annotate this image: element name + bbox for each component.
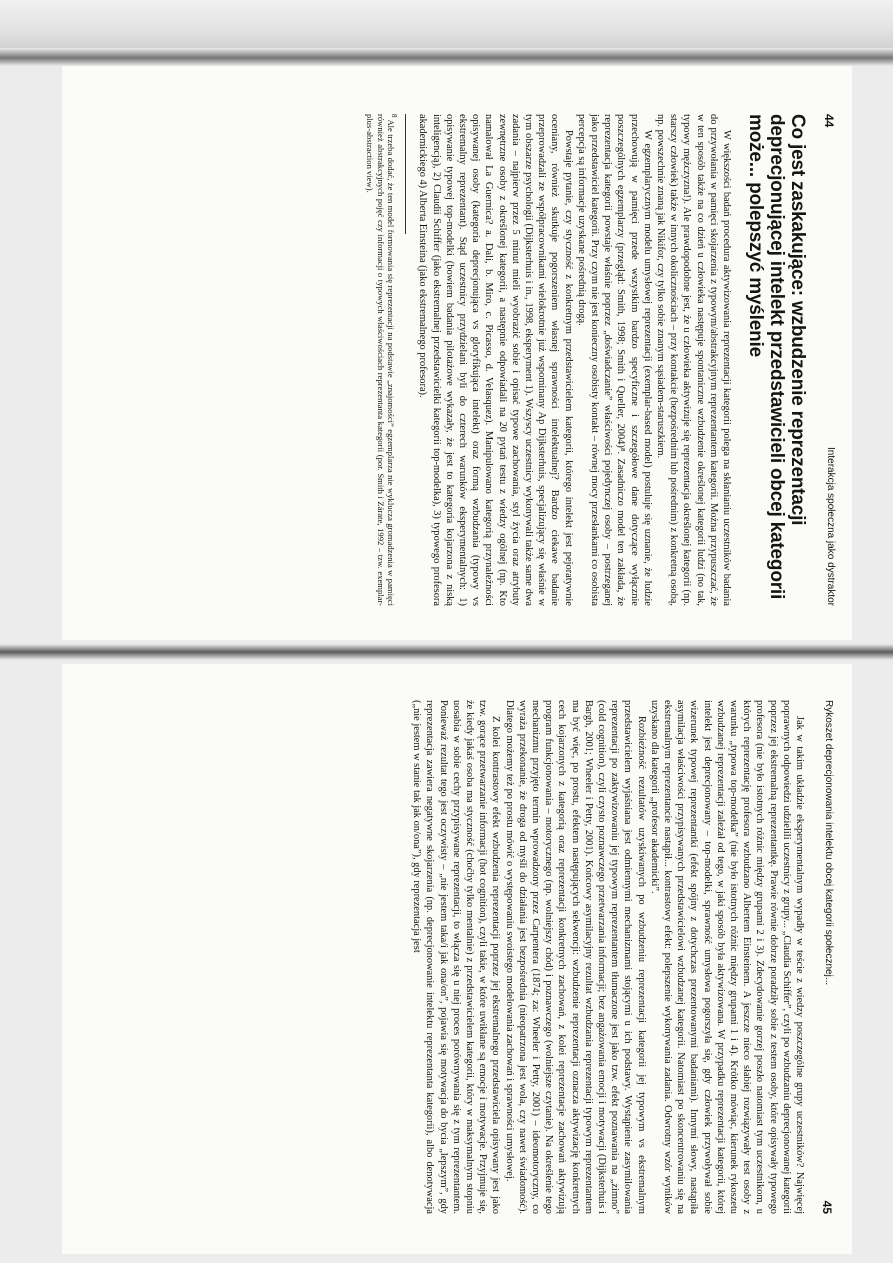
running-header [822, 114, 836, 606]
page-number: 45 [820, 1200, 834, 1214]
paragraph: Powstaje pytanie, czy styczność z konkretnym przedstawicielem kategorii, którego intelekt jest pejoratywnie oceniany, również skutkuje pogorszeniem własnej sprawności intelektualnej? Bardzo ciekawe badanie przeprowadzali ze współpracownikami wielokrotnie już wspominany Ap Dijksterhuis, specjalizujący się właśnie w tym obszarze psychologii (Dijksterhuis i in., 1998, eksperyment 1). Wszyscy uczestnicy wykonywali także same dwa zadania – najpierw przez 5 minut mieli wyobrazić sobie i opisać typowe zachowania, styl życia oraz atrybuty zewnętrzne osoby z określonej kategorii, a następnie odpowiadali na 20 pytań testu z wiedzy ogólnej (np. Kto namalował La Guernica? a. Dali, b. Miro, c. Picasso, d. Velasquez). Manipulowano kategorią przynależności opisywanej osoby (kategoria deprecjonująca vs gloryfikująca intelekt) oraz formą wzbudzania (typowy vs ekstremalny reprezentant). Stąd uczestnicy przydzielani byli do czterech warunków eksperymentalnych: 1) opisywanie typowej top-modelki (bowiem badania pilotażowe wykazały, że jest to kategoria kojarzona z niską inteligencją), 2) Claudii Schiffer (jako ekstremalnej przedstawicielki kategorii top-modelka), 3) typowego profesora akademickiego 4) Alberta Einsteina (jako ekstremalnego profesora). [417, 114, 574, 606]
paragraph: Jak w takim układzie eksperymentalnym wypadły w teście z wiedzy poszczególne grupy uczestników? Najwięcej poprawnych odpowiedzi udzielili uczestnicy z grupy... „Claudia Schiffer”, czyli po wzbudzaniu deprecjonowanej kategorii poprzez jej ekstremalną reprezentantkę. Prawie równie dobrze poradziły sobie z testem osoby, które opisywały typowego profesora (nie było istotnych różnic między grupami 2 i 3). Zdecydowanie gorzej poszło natomiast tym uczestnikom, u których reprezentację profesora wzbudzano Albertem Einsteinem. A jeszcze nieco słabiej rozwiązywały test osoby z warunku „typowa top-modelka” (nie było istotnych różnic między grupami 1 i 4). Krótko mówiąc, kierunek rykoszetu wzbudzanej reprezentacji zależał od tego, w jaki sposób była aktywizowana. W przypadku reprezentacji kategorii, której intelekt jest deprecjonowany – top-modelki, sprawność umysłowa pogorszyła się, gdy człowiek przywoływał sobie wizerunek typowej reprezentantki (efekt spójny z dotychczas prezentowanymi badaniami). Innymi słowy, nastąpiła asymilacja właściwości przypisywanych przedstawicielowi wzbudzanej kategorii. Natomiast po skoncentrowaniu się na ekstremalnym reprezentancie nastąpił... kontrastowy efekt: polepszenie wykonywania zadania. Odwrotny wzór wyników uzyskano dla kategorii „profesor akademicki”. [648, 700, 805, 1214]
body-text [416, 114, 733, 606]
paragraph: Z kolei kontrastowy efekt wzbudzenia reprezentacji poprzez jej ekstremalnego przedstawiciela opisywany jest jako tzw. gorące przetwarzanie informacji (hot cognition), czyli takie, w które uwikłane są emocje i motywacje. Przyjmuje się, że kiedy jakaś osoba ma styczność (choćby tylko mentalnie) z przedstawicielem kategorii, który w maksymalnym stopniu uosabia w sobie cechy przypisywane reprezentacji, to włącza się u niej proces porównywania się z tym reprezentantem. Ponieważ rezultat tego jest oczywisty – „nie jestem taka/i jak ona/on”, pojawia się motywacja do bycia „lepszym”, gdy reprezentacja zawiera negatywne skojarzenia (np. deprecjonowanie intelektu reprezentanta kategorii), albo denotywacja („nie jestem w stanie tak jak on/ona”), gdy reprezentacja jest [411, 700, 502, 1214]
paragraph: W większości badań procedura aktywizowania reprezentacji kategorii polega na skłanianiu uczestników badania do przywołania w pamięci skojarzenia z typowym/abstrakcyjnym reprezentantem kategorii. Można przypuszczać, że w ten sposób także na co dzień u człowieka następuje spontaniczne wzbudzenie określonej kategorii ludzi (no tak, typowy mężczyzna!). Ale prawdopodobne jest, że u człowieka aktywizuje się reprezentacja określonej kategorii (np. starszy człowiek) także w innych okolicznościach – przy kontakcie (bezpośrednim lub pośrednim) z konkretną osobą, np. powszechnie znaną jak Nikifor, czy tylko sobie znanym sąsiadem-staruszkiem. [654, 114, 732, 606]
running-head-title: Rykoszet deprecjonowania intelektu obcej kategorii społecznej... [823, 700, 834, 986]
footnote-rule [405, 114, 406, 234]
running-header [820, 700, 834, 1214]
scan-binding-shadow [0, 48, 893, 66]
body-text [410, 700, 806, 1214]
paragraph: W egzemplarycznym modelu umysłowej reprezentacji (exemplar-based model) postuluje się uznanie, że ludzie przechowują w pamięci przede wszystkim bardzo specyficzne i szczegółowe dane dotyczące wyłącznie poszczególnych egzemplarzy (przegląd: Smith, 1998; Smith i Queller, 2004)⁸. Zasadniczo model ten zakłada, że reprezentacja kategorii powstaje właśnie poprzez „doświadczanie” właściwości pojedynczej osoby – postrzeganej jako przedstawiciel kategorii. Przy czym nie jest konieczny osobisty kontakt – równej mocy przesłankami co osobista percepcja są informacje uzyskane pośrednią drogą. [575, 114, 653, 606]
footnote-marker: 8 [390, 114, 399, 118]
page-44 [62, 66, 852, 640]
running-head-title: Interakcja społeczna jako dystraktor [825, 447, 836, 606]
section-title: Co jest zaskakujące: wzbudzenie reprezentacji deprecjonującej intelekt przedstawicieli obcej kategorii może... polepszyć myślenie [745, 114, 808, 600]
scan-shadow-top [0, 0, 893, 48]
scan-gutter-shadow [0, 644, 893, 660]
page-number: 44 [822, 114, 836, 128]
page-45 [62, 664, 852, 1254]
paragraph: Rozbieżność rezultatów uzyskiwanych po wzbudzeniu reprezentacji kategorii jej typowym vs ekstremalnym przedstawicielem wyjaśniana jest odmiennymi mechanizmami stojącymi u ich podstawy. Wystąpienie zasymilowania reprezentacji po zaktywizowaniu jej typowym reprezentantem tłumaczone jest jako tzw. efekt poznawania na „zimno” (cold cognition), czyli czysto poznawczego przetwarzania informacji; bez angażowania emocji i motywacji (Dijksterhuis i Bargh, 2001; Wheeler i Petty, 2001). Końcowy asymilacyjny rezultat wzbudzania reprezentacji typowym reprezentantem ma być więc, po prostu, efektem następujących sekwencji: wzbudzenie reprezentacji oznacza aktywizację konkretnych cech kojarzonych z kategorią oraz reprezentacji konkretnych zachowań, z kolei reprezentacje zachowań aktywizują program funkcjonowania – motorycznego (np. wolniejszy chód) i poznawczego (wolniejsze czytanie). Na określenie tego mechanizmu przyjęto termin wprowadzony przez Carpentera (1874; za: Wheeler i Petty, 2001) – ideomotoryczny, co wyraża przekonanie, że droga od myśli do działania jest bezpośrednia (nieopatrzona jest wola, czy nawet świadomość). Dlatego możemy też po prostu mówić o występowaniu swoistego modelowania zachowań i sprawności umysłowej. [503, 700, 647, 1214]
footnote [365, 114, 399, 606]
footnote-text: Ale trzeba dodać, że ten model formowania się reprezentacji na podstawie „znajomości” egzemplarza nie wyklucza gromadzenia w pamięci również abstrakcyjnych pojęć czy informacji o typowych właściwościach reprezentanta kategorii (por. Smith i Zárate, 1992 – tzw. exemplar-plus-abstraction view). [365, 114, 397, 606]
